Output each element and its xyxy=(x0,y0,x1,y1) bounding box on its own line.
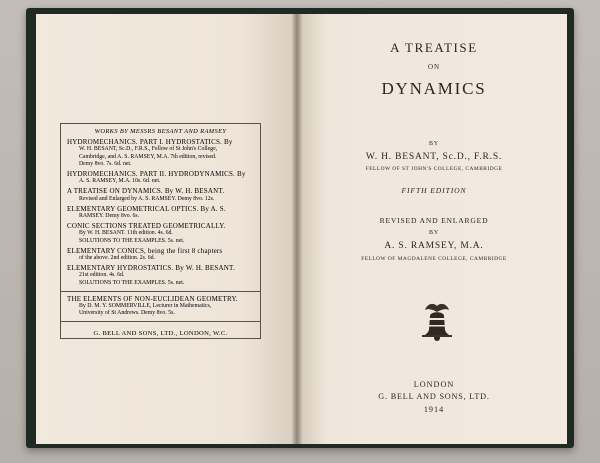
ad-entry-detail: SOLUTIONS TO THE EXAMPLES. 5s. net. xyxy=(79,279,185,286)
ad-entry xyxy=(67,206,254,220)
ad-entry-detail: By W. H. BESANT. 11th edition. 4s. 6d. xyxy=(79,230,173,237)
ad-entry-detail: By D. M. Y. SOMMERVILLE, Lecturer in Mathematics, xyxy=(79,303,212,310)
affiliation-1: FELLOW OF ST JOHN'S COLLEGE, CAMBRIDGE xyxy=(365,166,503,172)
ad-entry-detail: Revised and Enlarged by A. S. RAMSEY. Demy 8vo. 12s. xyxy=(79,195,215,202)
title-on: ON xyxy=(427,63,441,71)
ad-entry-detail: Cambridge, and A. S. RAMSEY, M.A. 7th edition, revised. xyxy=(79,153,217,160)
revised-note: REVISED AND ENLARGED xyxy=(379,216,489,225)
ad-entry-title: ELEMENTARY CONICS, being the first 8 chapters xyxy=(67,246,223,255)
advertisement-box xyxy=(60,123,261,339)
ad-entry-title: ELEMENTARY HYDROSTATICS. By W. H. BESANT. xyxy=(67,264,235,273)
ad-entry xyxy=(67,139,254,168)
ad-entry xyxy=(67,296,254,318)
ad-entry-detail: Demy 8vo. 7s. 6d. net. xyxy=(79,160,132,167)
ad-entry-detail: A. S. RAMSEY, M.A. 10s. 6d. net. xyxy=(79,178,161,185)
ad-entry-detail: W. H. BESANT, Sc.D., F.R.S., Fellow of St John's College, xyxy=(79,146,218,153)
affiliation-2: FELLOW OF MAGDALENE COLLEGE, CAMBRIDGE xyxy=(361,256,507,262)
ad-entry-detail: University of St Andrews. Demy 8vo. 5s. xyxy=(79,310,175,317)
ad-entries xyxy=(67,139,254,287)
ad-entry-detail: RAMSEY. Demy 8vo. 6s. xyxy=(79,213,140,220)
ad-entry xyxy=(67,188,254,202)
ad-entry-detail: of the above. 2nd edition. 2s. 6d. xyxy=(79,255,155,262)
ad-entry xyxy=(67,171,254,185)
ad-divider xyxy=(61,321,260,322)
ad-heading: WORKS BY MESSRS BESANT AND RAMSEY xyxy=(94,128,227,135)
ad-entry xyxy=(67,248,254,262)
ad-entry-detail: 21st edition. 4s. 6d. xyxy=(79,272,125,279)
ad-entry-title: ELEMENTARY GEOMETRICAL OPTICS. By A. S. xyxy=(67,204,226,213)
ad-footer: G. BELL AND SONS, LTD., LONDON, W.C. xyxy=(93,330,228,338)
ad-entry xyxy=(67,265,254,287)
ad-entry-title: HYDROMECHANICS. PART II. HYDRODYNAMICS. By xyxy=(67,170,246,179)
ad-entry-title: THE ELEMENTS OF NON-EUCLIDEAN GEOMETRY. xyxy=(67,294,238,303)
ad-entry xyxy=(67,223,254,245)
by-label-2: BY xyxy=(429,230,439,236)
ad-divider xyxy=(61,291,260,292)
author-1: W. H. BESANT, Sc.D., F.R.S. xyxy=(365,152,503,162)
publisher-name: G. BELL AND SONS, LTD. xyxy=(378,392,490,401)
publication-year: 1914 xyxy=(423,405,445,414)
ad-entry-title: HYDROMECHANICS. PART I. HYDROSTATICS. By xyxy=(67,138,233,147)
publisher-bell-device-icon xyxy=(419,300,455,344)
publication-place: LONDON xyxy=(413,380,455,389)
title-line-2: DYNAMICS xyxy=(381,79,487,98)
ad-entry-title: CONIC SECTIONS TREATED GEOMETRICALLY. xyxy=(67,222,226,231)
author-2: A. S. RAMSEY, M.A. xyxy=(384,241,484,251)
title-line-1: A TREATISE xyxy=(390,40,478,55)
by-label-1: BY xyxy=(429,141,439,147)
edition: FIFTH EDITION xyxy=(401,186,467,195)
ad-entry-detail: SOLUTIONS TO THE EXAMPLES. 5s. net. xyxy=(79,237,185,244)
ad-entry-title: A TREATISE ON DYNAMICS. By W. H. BESANT. xyxy=(67,187,225,196)
ad-extra-entry xyxy=(67,296,254,318)
